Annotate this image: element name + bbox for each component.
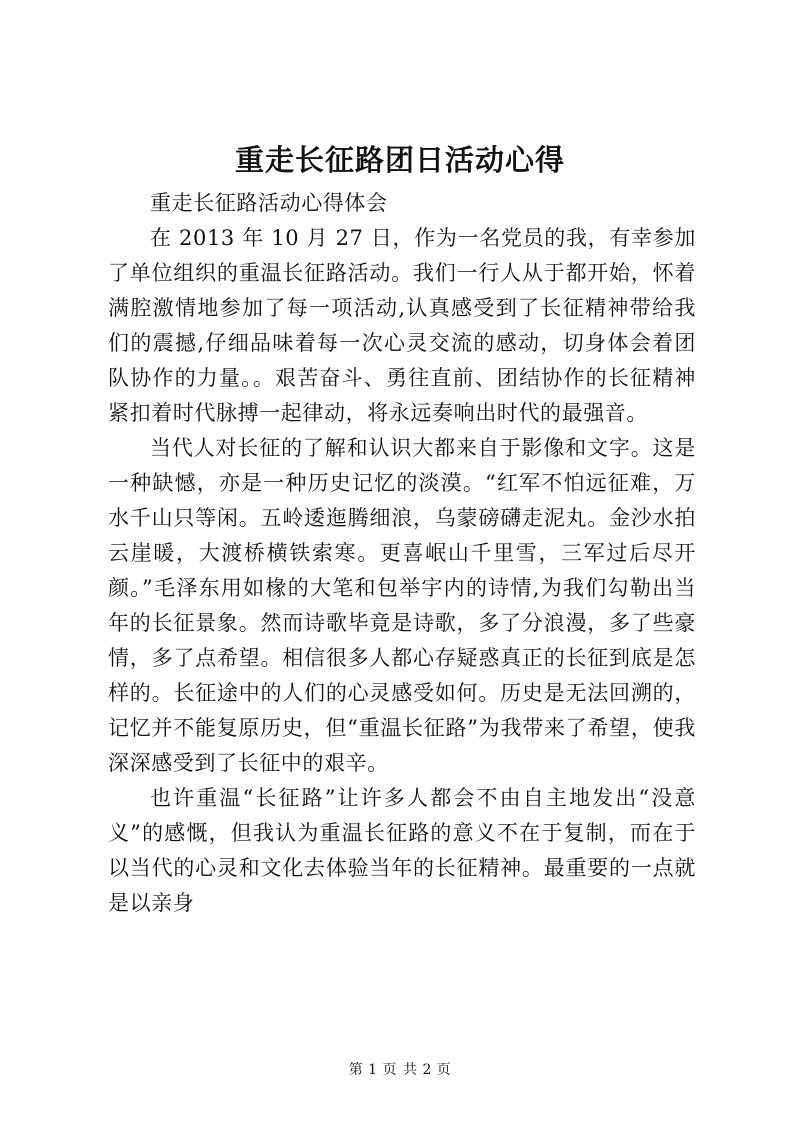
- paragraph-2: 当代人对长征的了解和认识大都来自于影像和文字。这是一种缺憾，亦是一种历史记忆的淡漠。“红军不怕远征难，万水千山只等闲。五岭逶迤腾细浪，乌蒙磅礴走泥丸。金沙水拍云崖暖，大渡桥横铁索寒。更喜岷山千里雪，三军过后尽开颜。”毛泽东用如椽的大笔和包举宇内的诗情,为我们勾勒出当年的长征景象。然而诗歌毕竟是诗歌，多了分浪漫，多了些豪情，多了点希望。相信很多人都心存疑惑真正的长征到底是怎样的。长征途中的人们的心灵感受如何。历史是无法回溯的，记忆并不能复原历史，但“重温长征路”为我带来了希望，使我深深感受到了长征中的艰辛。: [108, 436, 696, 775]
- page-title: 重走长征路团日活动心得: [234, 143, 565, 177]
- document-body: [108, 186, 696, 921]
- document-subtitle: 重走长征路活动心得体会: [150, 191, 388, 215]
- page-footer: [0, 1060, 800, 1080]
- paragraph-1: 在 2013 年 10 月 27 日，作为一名党员的我，有幸参加了单位组织的重温长征路活动。我们一行人从于都开始，怀着满腔激情地参加了每一项活动,认真感受到了长征精神带给我们的震撼,仔细品味着每一次心灵交流的感动，切身体会着团队协作的力量。。艰苦奋斗、勇往直前、团结协作的长征精神紧扣着时代脉搏一起律动，将永远奏响出时代的最强音。: [108, 226, 696, 425]
- paragraph-3: 也许重温“长征路”让许多人都会不由自主地发出“没意义”的感慨，但我认为重温长征路的意义不在于复制，而在于以当代的心灵和文化去体验当年的长征精神。最重要的一点就是以亲身: [108, 786, 696, 915]
- page-number: 第 1 页: [348, 1062, 397, 1078]
- total-pages: 共 2 页: [403, 1062, 452, 1078]
